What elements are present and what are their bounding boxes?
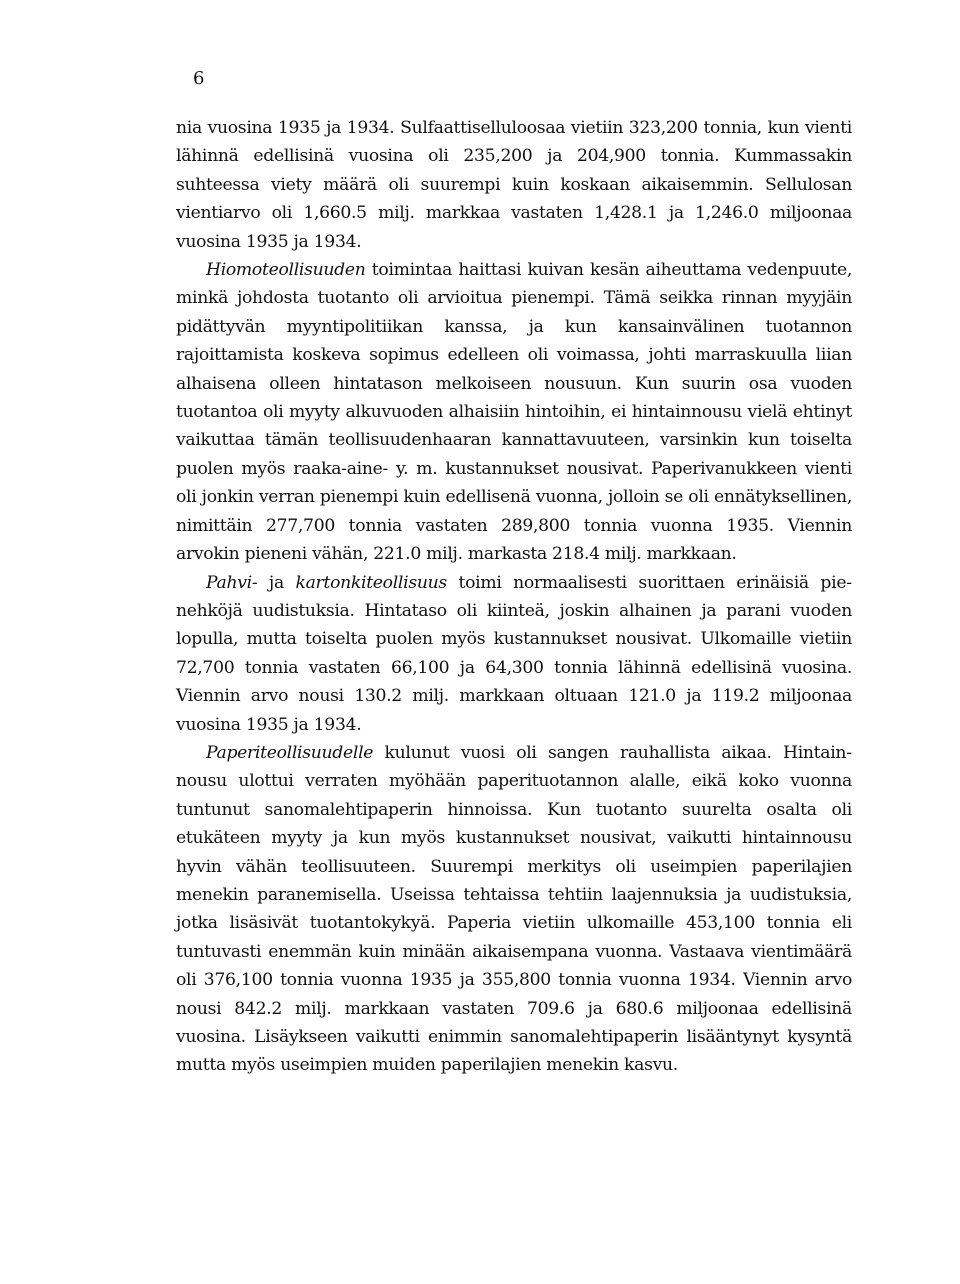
italic-term: Hiomoteollisuuden <box>206 260 366 281</box>
paragraph: Hiomoteollisuuden toimintaa haittasi kuivan kesän aiheuttama vedenpuute, minkä johdosta tuotanto oli arvioitua pienempi. Tämä seikka rinnan myyjäin pidättyvän myyntipolitiikan kanssa, ja kun kansainvälinen tuotannon rajoittamista koskeva sopimus edelleen oli voimassa, johti marraskuulla liian alhaisena olleen hintatason melkoiseen nousuun. Kun suurin osa vuoden tuotantoa oli myyty alkuvuoden alhaisiin hintoihin, ei hintainnousu vielä ehtinyt vaikuttaa tämän teollisuudenhaaran kannattavuuteen, varsinkin kun toiselta puolen myös raaka-aine- y. m. kustannukset nousivat. Paperivanukkeen vienti oli jonkin verran pienempi kuin edellisenä vuonna, jolloin se oli ennätyksellinen, nimittäin 277,700 tonnia vastaten 289,800 tonnia vuonna 1935. Viennin arvokin pieneni vähän, 221.0 milj. markasta 218.4 milj. markkaan. <box>176 260 852 565</box>
italic-term: kartonkiteollisuus <box>295 572 447 593</box>
paragraph: Paperiteollisuudelle kulunut vuosi oli sangen rauhallista aikaa. Hintainnousu ulottui verraten myöhään paperituotannon alalle, eikä koko vuonna tuntunut sanomalehtipaperin hinnoissa. Kun tuotanto suurelta osalta oli etukäteen myyty ja kun myös kustannukset nousivat, vaikutti hintainnousu hyvin vähän teollisuuteen. Suurempi merkitys oli useimpien paperilajien menekin paranemisella. Useissa tehtaissa tehtiin laajennuksia ja uudistuksia, jotka lisäsivät tuotantokykyä. Paperia vietiin ulkomaille 453,100 tonnia eli tuntuvasti enemmän kuin minään aikaisempana vuonna. Vastaava vientimäärä oli 376,100 tonnia vuonna 1935 ja 355,800 tonnia vuonna 1934. Viennin arvo nousi 842.2 milj. markkaan vastaten 709.6 ja 680.6 miljoonaa edellisinä vuosina. Lisäykseen vaikutti enimmin sanomalehtipaperin lisääntynyt kysyntä mutta myös useimpien muiden paperilajien menekin kasvu. <box>176 742 852 1076</box>
italic-term: Paperiteollisuudelle <box>206 742 374 763</box>
paragraph: Pahvi- ja kartonkiteollisuus toimi normaalisesti suorittaen erinäisiä pienehköjä uudistuksia. Hintataso oli kiinteä, joskin alhainen ja parani vuoden lopulla, mutta toiselta puolen myös kustannukset nousivat. Ulkomaille vietiin 72,700 tonnia vastaten 66,100 ja 64,300 tonnia lähinnä edellisinä vuosina. Viennin arvo nousi 130.2 milj. markkaan oltuaan 121.0 ja 119.2 miljoonaa vuosina 1935 ja 1934. <box>176 572 853 735</box>
body-text <box>176 114 852 1080</box>
page-number: 6 <box>193 68 205 89</box>
paragraph: nia vuosina 1935 ja 1934. Sulfaattiselluloosaa vietiin 323,200 tonnia, kun vienti lähinnä edellisinä vuosina oli 235,200 ja 204,900 tonnia. Kummassakin suhteessa viety määrä oli suurempi kuin koskaan aikaisemmin. Sellulosan vientiarvo oli 1,660.5 milj. markkaa vastaten 1,428.1 ja 1,246.0 miljoonaa vuosina 1935 ja 1934. <box>176 118 852 252</box>
italic-term: Pahvi- <box>206 572 258 593</box>
